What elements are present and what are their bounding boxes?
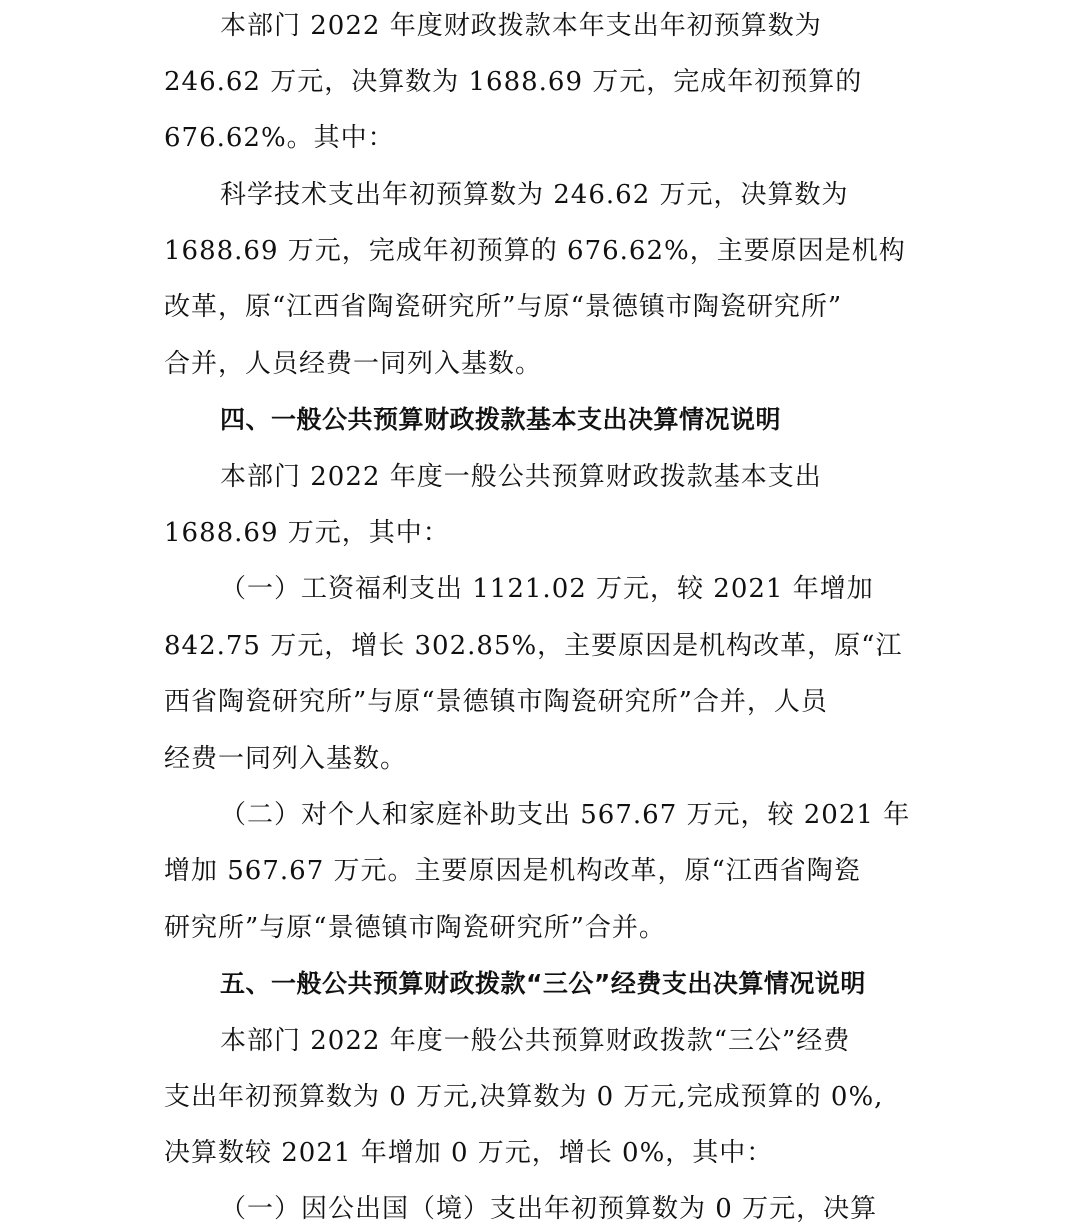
paragraph-line: 合并，人员经费一同列入基数。 <box>164 349 543 379</box>
paragraph-line: 决算数较 2021 年增加 0 万元，增长 0%，其中： <box>164 1138 774 1168</box>
paragraph-line: （一）因公出国（境）支出年初预算数为 0 万元，决算 <box>220 1194 878 1224</box>
paragraph-line: 支出年初预算数为 0 万元,决算数为 0 万元,完成预算的 0%, <box>164 1082 884 1112</box>
paragraph-line: 本部门 2022 年度一般公共预算财政拨款基本支出 <box>220 462 822 492</box>
paragraph-line: 842.75 万元，增长 302.85%，主要原因是机构改革，原“江 <box>164 631 903 661</box>
paragraph-line: 1688.69 万元，其中： <box>164 518 450 548</box>
paragraph-line: 科学技术支出年初预算数为 246.62 万元，决算数为 <box>220 180 849 210</box>
paragraph-line: 1688.69 万元，完成年初预算的 676.62%，主要原因是机构 <box>164 236 906 266</box>
paragraph-line: 研究所”与原“景德镇市陶瓷研究所”合并。 <box>164 913 666 943</box>
paragraph-line: 经费一同列入基数。 <box>164 744 408 774</box>
paragraph-line: 增加 567.67 万元。主要原因是机构改革，原“江西省陶瓷 <box>164 856 861 886</box>
paragraph-line: 本部门 2022 年度一般公共预算财政拨款“三公”经费 <box>220 1026 851 1056</box>
paragraph-line: 676.62%。其中： <box>164 123 395 153</box>
paragraph-line: 西省陶瓷研究所”与原“景德镇市陶瓷研究所”合并，人员 <box>164 687 828 717</box>
paragraph-line: 本部门 2022 年度财政拨款本年支出年初预算数为 <box>220 11 822 41</box>
paragraph-line: 246.62 万元，决算数为 1688.69 万元，完成年初预算的 <box>164 67 863 97</box>
paragraph-line: （二）对个人和家庭补助支出 567.67 万元，较 2021 年 <box>220 800 911 830</box>
paragraph-line: 改革，原“江西省陶瓷研究所”与原“景德镇市陶瓷研究所” <box>164 292 843 322</box>
section-heading-5: 五、一般公共预算财政拨款“三公”经费支出决算情况说明 <box>220 969 866 998</box>
section-heading-4: 四、一般公共预算财政拨款基本支出决算情况说明 <box>220 405 782 434</box>
paragraph-line: （一）工资福利支出 1121.02 万元，较 2021 年增加 <box>220 574 874 604</box>
